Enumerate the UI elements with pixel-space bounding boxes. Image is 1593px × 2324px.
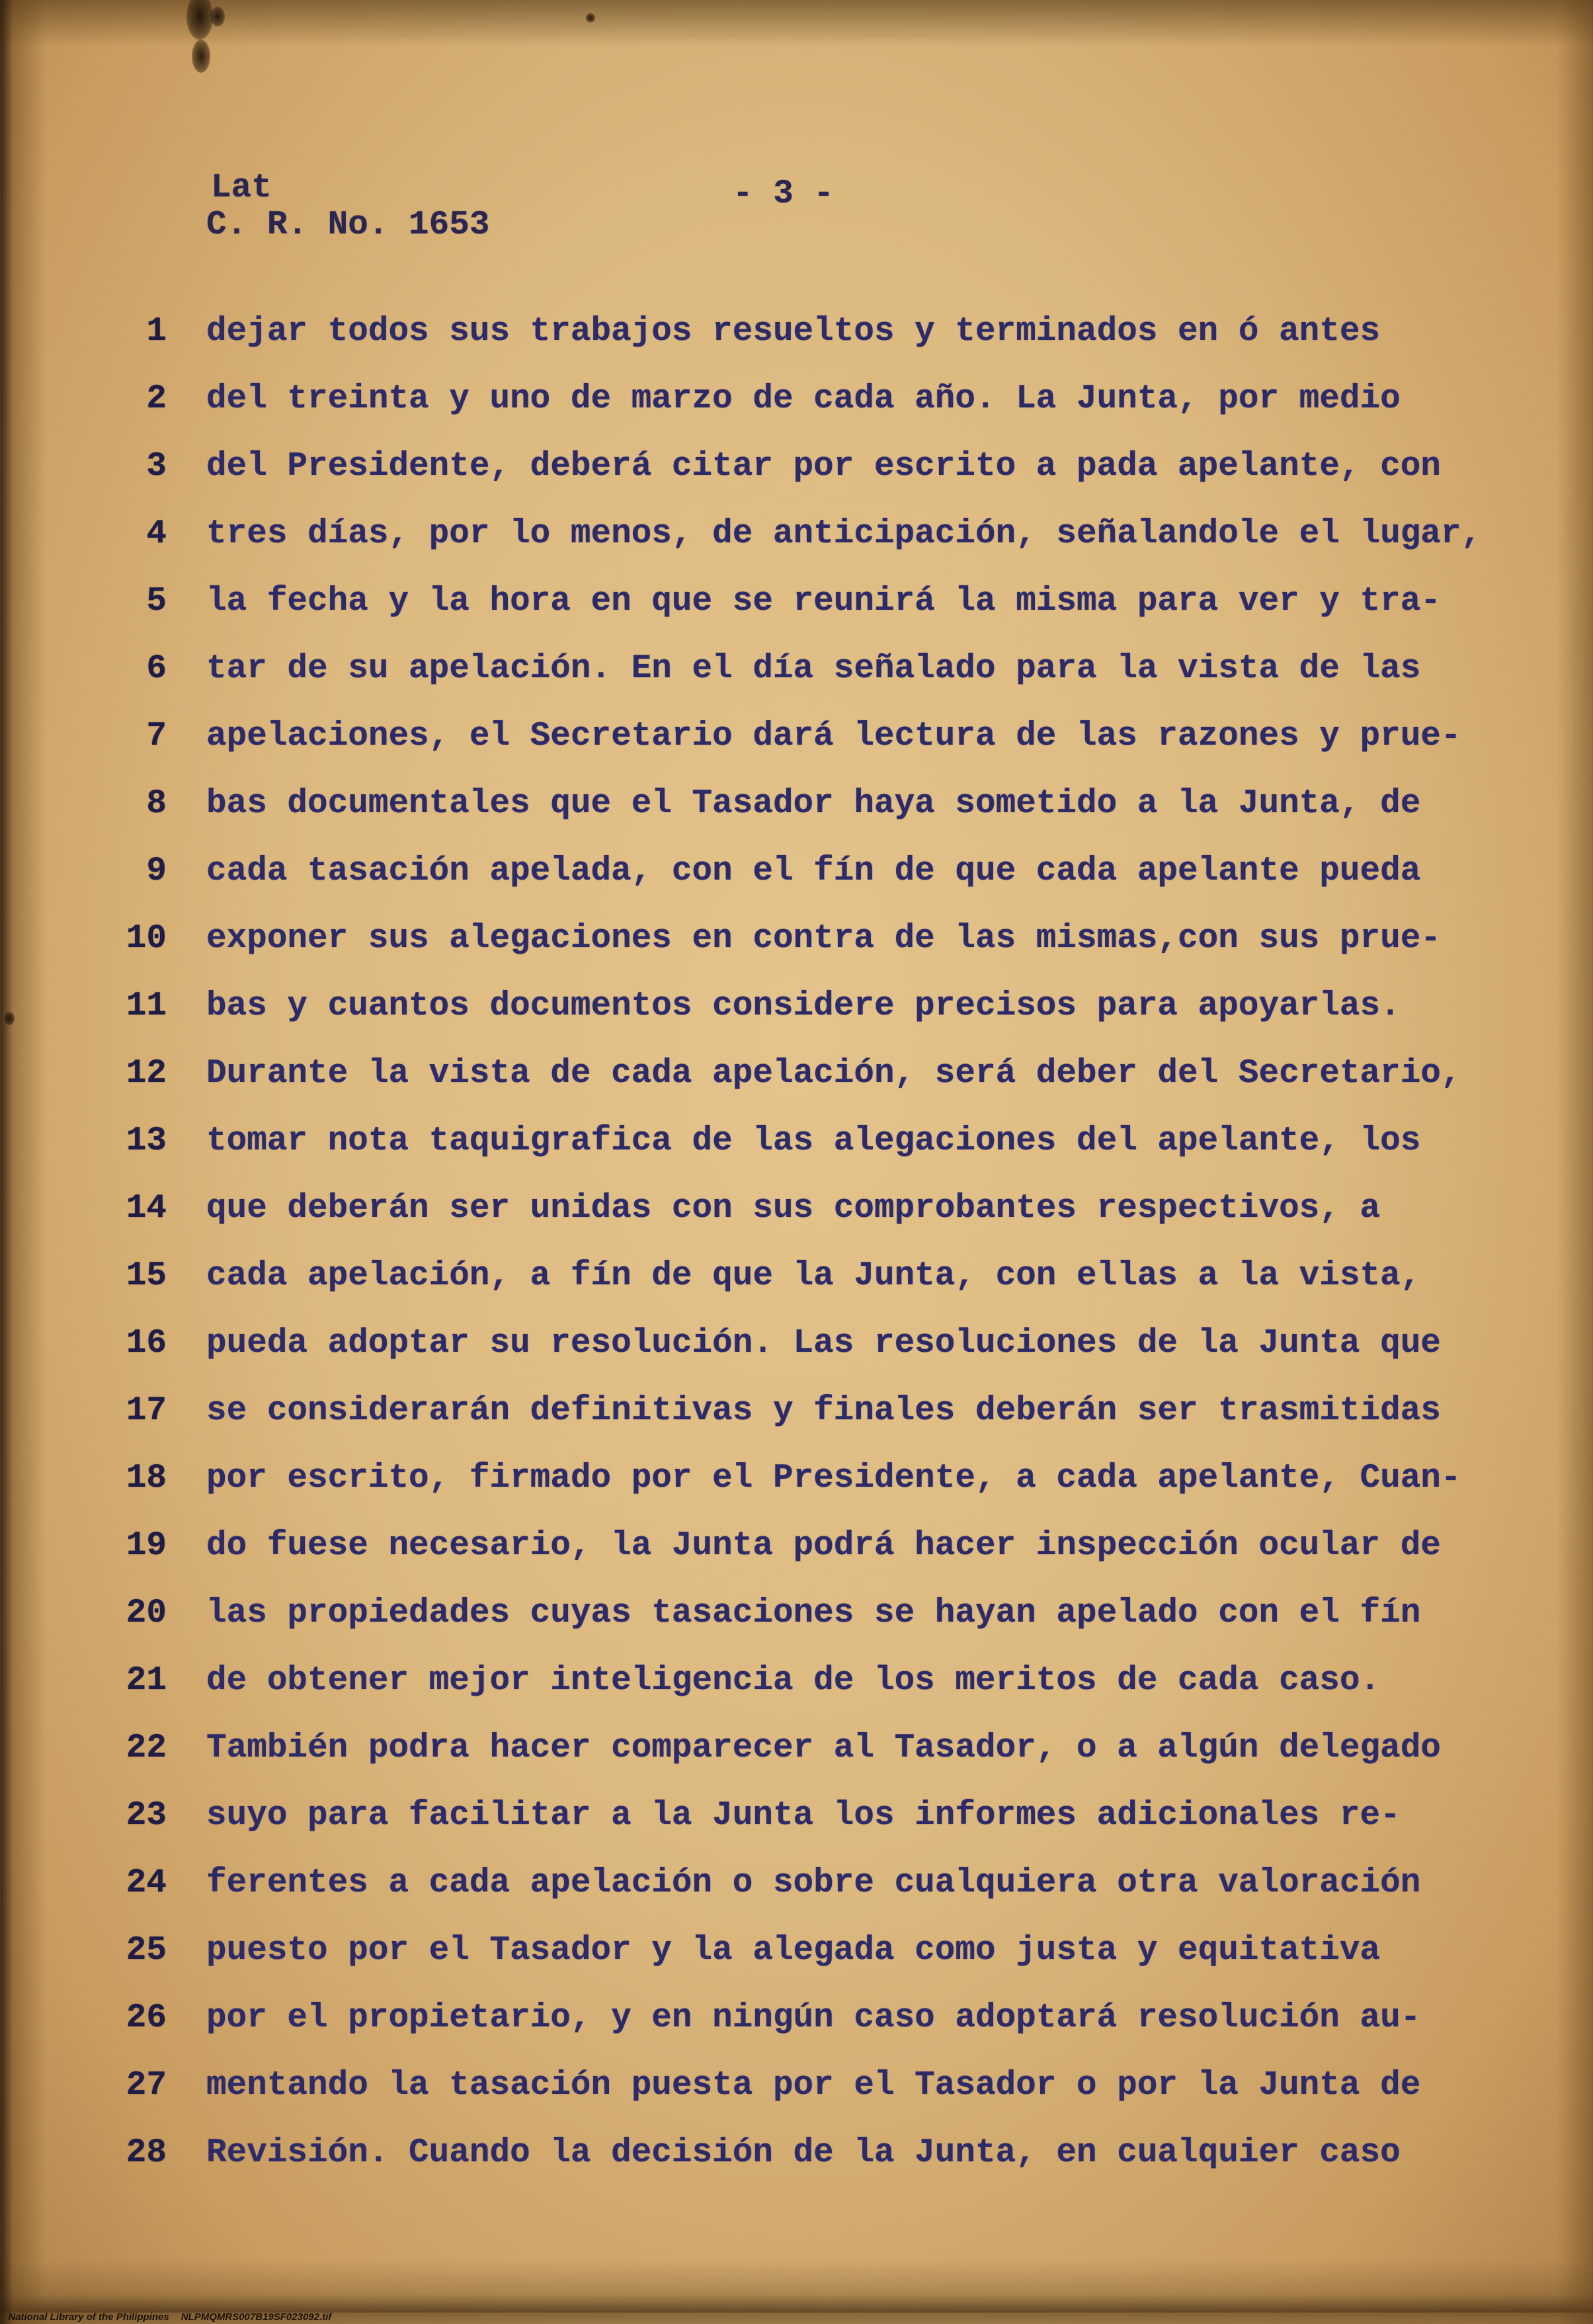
line-text: suyo para facilitar a la Junta los informes adicionales re- bbox=[206, 1797, 1401, 1835]
text-line bbox=[0, 1040, 1593, 1108]
line-number: 14 bbox=[126, 1190, 167, 1227]
line-number: 4 bbox=[146, 515, 167, 553]
ink-stain bbox=[586, 13, 595, 22]
line-number: 8 bbox=[146, 785, 167, 823]
line-text: do fuese necesario, la Junta podrá hacer inspección ocular de bbox=[206, 1527, 1441, 1565]
text-line bbox=[0, 770, 1593, 838]
line-number: 19 bbox=[126, 1527, 167, 1565]
text-line bbox=[0, 1310, 1593, 1378]
line-text: pueda adoptar su resolución. Las resoluciones de la Junta que bbox=[206, 1325, 1441, 1362]
line-number: 24 bbox=[126, 1864, 167, 1902]
line-number: 27 bbox=[126, 2067, 167, 2104]
typist-initials: Lat bbox=[211, 169, 272, 207]
line-number: 5 bbox=[146, 583, 167, 620]
line-text: se considerarán definitivas y finales deberán ser trasmitidas bbox=[206, 1392, 1441, 1430]
line-text: bas documentales que el Tasador haya sometido a la Junta, de bbox=[206, 785, 1421, 823]
text-line bbox=[0, 2120, 1593, 2187]
line-text: bas y cuantos documentos considere precisos para apoyarlas. bbox=[206, 987, 1401, 1025]
line-number: 6 bbox=[146, 650, 167, 688]
line-number: 21 bbox=[126, 1662, 167, 1700]
line-text: ferentes a cada apelación o sobre cualquiera otra valoración bbox=[206, 1864, 1421, 1902]
text-line bbox=[0, 1580, 1593, 1647]
page-number: - 3 - bbox=[733, 175, 835, 213]
text-line bbox=[0, 1108, 1593, 1175]
line-text: cada tasación apelada, con el fín de que cada apelante pueda bbox=[206, 852, 1421, 890]
line-number: 25 bbox=[126, 1932, 167, 1970]
text-line bbox=[0, 1445, 1593, 1513]
line-number: 18 bbox=[126, 1460, 167, 1497]
text-line bbox=[0, 501, 1593, 568]
line-number: 15 bbox=[126, 1257, 167, 1295]
line-number: 23 bbox=[126, 1797, 167, 1835]
line-text: la fecha y la hora en que se reunirá la misma para ver y tra- bbox=[206, 583, 1441, 620]
document-reference: C. R. No. 1653 bbox=[206, 206, 490, 244]
line-text: las propiedades cuyas tasaciones se hayan apelado con el fín bbox=[206, 1595, 1421, 1632]
line-number: 11 bbox=[126, 987, 167, 1025]
text-line bbox=[0, 1647, 1593, 1715]
text-line bbox=[0, 1850, 1593, 1917]
line-text: Durante la vista de cada apelación, será deber del Secretario, bbox=[206, 1055, 1461, 1093]
text-line bbox=[0, 433, 1593, 501]
line-text: mentando la tasación puesta por el Tasador o por la Junta de bbox=[206, 2067, 1421, 2104]
text-line bbox=[0, 1378, 1593, 1445]
text-line bbox=[0, 636, 1593, 703]
line-text: por escrito, firmado por el Presidente, a cada apelante, Cuan- bbox=[206, 1460, 1461, 1497]
line-text: del Presidente, deberá citar por escrito a pada apelante, con bbox=[206, 448, 1441, 485]
text-line bbox=[0, 366, 1593, 433]
text-line bbox=[0, 838, 1593, 905]
text-line bbox=[0, 973, 1593, 1040]
line-text: apelaciones, el Secretario dará lectura de las razones y prue- bbox=[206, 718, 1461, 755]
line-text: Revisión. Cuando la decisión de la Junta, en cualquier caso bbox=[206, 2134, 1401, 2172]
line-number: 16 bbox=[126, 1325, 167, 1362]
text-line bbox=[0, 1715, 1593, 1782]
text-line bbox=[0, 298, 1593, 366]
line-text: tar de su apelación. En el día señalado para la vista de las bbox=[206, 650, 1421, 688]
ink-stain bbox=[192, 40, 210, 73]
line-number: 22 bbox=[126, 1729, 167, 1767]
text-line bbox=[0, 1917, 1593, 1985]
text-line bbox=[0, 905, 1593, 973]
text-line bbox=[0, 1782, 1593, 1850]
line-number: 10 bbox=[126, 920, 167, 958]
line-number: 17 bbox=[126, 1392, 167, 1430]
line-text: También podra hacer comparecer al Tasador, o a algún delegado bbox=[206, 1729, 1441, 1767]
line-number: 20 bbox=[126, 1595, 167, 1632]
line-number: 1 bbox=[146, 313, 167, 351]
library-credit: National Library of the Philippines bbox=[8, 2311, 169, 2323]
line-number: 28 bbox=[126, 2134, 167, 2172]
line-text: por el propietario, y en ningún caso adoptará resolución au- bbox=[206, 1999, 1421, 2037]
line-text: de obtener mejor inteligencia de los meritos de cada caso. bbox=[206, 1662, 1381, 1700]
document-body bbox=[0, 298, 1593, 2187]
text-line bbox=[0, 1175, 1593, 1243]
line-number: 2 bbox=[146, 380, 167, 418]
line-number: 13 bbox=[126, 1122, 167, 1160]
text-line bbox=[0, 1513, 1593, 1580]
line-text: tomar nota taquigrafica de las alegaciones del apelante, los bbox=[206, 1122, 1421, 1160]
scan-footer bbox=[3, 2298, 343, 2323]
line-text: cada apelación, a fín de que la Junta, con ellas a la vista, bbox=[206, 1257, 1421, 1295]
line-text: que deberán ser unidas con sus comprobantes respectivos, a bbox=[206, 1190, 1381, 1227]
scan-file-name: NLPMQMRS007B19SF023092.tif bbox=[181, 2311, 332, 2323]
line-text: exponer sus alegaciones en contra de las mismas,con sus prue- bbox=[206, 920, 1441, 958]
line-text: puesto por el Tasador y la alegada como justa y equitativa bbox=[206, 1932, 1381, 1970]
line-number: 12 bbox=[126, 1055, 167, 1093]
ink-stain bbox=[210, 7, 225, 26]
text-line bbox=[0, 1985, 1593, 2052]
text-line bbox=[0, 703, 1593, 770]
line-number: 26 bbox=[126, 1999, 167, 2037]
text-line bbox=[0, 568, 1593, 636]
line-text: dejar todos sus trabajos resueltos y terminados en ó antes bbox=[206, 313, 1381, 351]
text-line bbox=[0, 2052, 1593, 2120]
ink-stain bbox=[186, 0, 213, 40]
line-number: 3 bbox=[146, 448, 167, 485]
line-text: del treinta y uno de marzo de cada año. La Junta, por medio bbox=[206, 380, 1401, 418]
line-text: tres días, por lo menos, de anticipación, señalandole el lugar, bbox=[206, 515, 1482, 553]
line-number: 7 bbox=[146, 718, 167, 755]
line-number: 9 bbox=[146, 852, 167, 890]
text-line bbox=[0, 1243, 1593, 1310]
